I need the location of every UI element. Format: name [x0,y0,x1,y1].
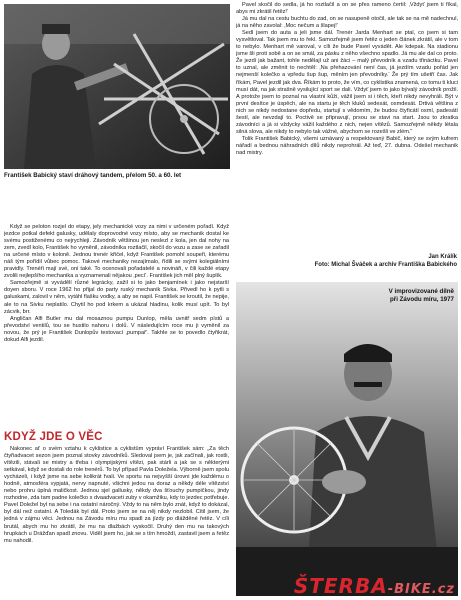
article-paragraph: Sedl jsem do auta a jeli jsme dál. Trenér Jarda Menhart se ptal, co jsem si tam vysvětloval. Tak jsem mu to řekl. Samozřejmě jsem řetěz o jeden článek zkrátil, ale v tom to nebylo. Menhart mě varoval, v cíli že bude Pavel vyvádět. Ale kdepak. Na stadionu jsme šli proti sobě a on se smál, za pásku z něho všechno spadlo. Já mu ale dal co proto. Že jezdí jak bažant, tohle nedělají už ani žáci – malý převodník a vzadu třináctku. Pavel to uznal, ale změnit to nechtěl: ‚Na přehazování není čas, já jezdím vzadu pořád jen nejmenší kolečko a vpředu šup šup, měním jen převodníky.‘ Že prý tím ušetří čas. Jak říkám, Pavel jezdil jak dva. Říkám to proto, že vím, co cyklistika znamená, co tomu ti kluci musí dát, na jak strašně vysilující sport se dali. Vždyť jsem to jako bývalý závodník prožil. A protože jsem to poznal na vlastní kůži, vážil jsem si i těch, kteří nikdy nevyhráli. Být v první desítce je úspěch, ale na startu je těch kluků sedesát, osmdesát. Drtivá většina z nich se nikdy nedostane dopředu, startují s vědomím, že budou čtyřicátí osmí, padesátí šestí, ale nevzdají to. Poctivě se připravují, prsou se stavi na start. Jsou to zkratka závodníci a já si vždycky vážil každého z nich, nejen vítězů. Samozřejmě někdy létala silná slova, ale nikdy to nebylo tak vážné, abychom se rozešli ve zlém.“ [236,30,458,135]
article-paragraph: Pavel skočil do sedla, já ho roztlačil a on se přes rameno čertil: ‚Vždyť jsem ti říkal, abys mi zkrátil řetěz!‘ [236,2,458,16]
article-paragraph: Nakonec ať o svém vztahu k cyklistice a cyklistům vypráví František sám: „Za těch čtyřiadvacet sezon jsem poznal stovky závodníků. Sledoval jsem je, jak začínali, jak rostli, vítězili, stávali se mistry a třeba i olympijskými vítězi, pak stárli a jak se s některými setkával, když se dostali do role trenérů. To byl případ Pavla Doležela. Výborně jsem spolu vycházeli, i když jsme na sebe kolikrát řvali. Ve sportu na nejvyšší úrovni jde každému o hodně, atmosféra vypjatá, nervy napnuté, všichni jedou na doraz a někdy déle vítězství nebo prohru úplná maličkost. Jednou sjel gallusky, někdy dva šťouchy pumpičkou, jindy rozhodne, zda tam padne kolečko s dvaadvaceti zuby v okamžiku, kdy to jezdec potřebuje. Pavel Doležel byl na sebe i na ostatní náročný. Vždy to na něm bylo znát, když to dokázal, byl dál než ostatní. A Toledák byl dál. Proto jsem se na něj nikdy nezlobil. Cítil jsem, že jedná v zájmu věci. Jednou na Závodu míru mu spadl za jízdy po dlážděné řetěz. V cíli brutál, abych mu ho zkrátil, že mu na dlažbách vyskočil. Druhý den mu na takových hrupkách u Drážďan spadl znovu. Viděl jsem ho, jak se s tím hmoždí, zastavil jsem a řetěz mu nahodil. [4,446,229,544]
photo2-inset-caption: V improvizované dílně při Závodu míru, 1977 [388,288,454,303]
site-watermark [294,574,455,598]
article-paragraph: Já mu dal na cestu buchtu do zad, on se nasupeně otočil, ale tak se na mě nadechnul, já na něho zavolal: ‚Moc nečum a šlapej!‘ [236,16,458,30]
right-article-column [236,2,458,241]
author-credit: Jan Králík [428,254,457,260]
left-article-column-lower [4,446,229,598]
improvised-workshop-photo [236,282,458,596]
article-paragraph: Tolik František Babický, všemi uznávaný a respektovaný Babič, který se svým kufrem nářadí a bednou náhradních dílů nikdy neprohrál. Až teď, 27. dubna. Odešel mechanik nad mistry. [236,135,458,156]
mechanic-building-tandem-photo [4,4,230,169]
watermark-part1: ŠTERBA [293,574,388,598]
section-heading: KDYŽ JDE O VĚC [4,431,103,443]
watermark-part2: -BIKE.cz [387,582,455,597]
photo1-caption: František Babický staví dráhový tandem, přelom 50. a 60. let [4,172,182,179]
photo-credit: Foto: Michal Šváček a archiv Františka Babického [314,262,457,268]
photo-illustration [236,282,458,596]
article-paragraph: Angličan Alfi Butler mu dal mosaznou pumpu Dunlop, měla uvnitř sedm pístů a převodství ventilů, tou se hustilo nahoru i dolů. V následujícím roce mu ji vyměnil za novou, že prý je František Dunlopův testovací ‚pumpař‘. Takhle se to povedlo čtyřikrát, dokud Alfi jezdil. [4,315,229,343]
left-article-column [4,224,229,426]
article-paragraph: Když se peloton rozjel do etapy, jely mechanické vozy za nimi v určeném pořadí. Když jezdce potkal defekt galusky, udělaly doprovodné vozy místo, aby se mechanik dostal ke svému postiženému co nejrychleji. Závodník většinou jen neslezl z kola, jen dal nohy na zem, zvedl kolo, František ho vyměnil, závodníka roztlačil, skočil do vozu a zase se zařadil na určené místo v koloně. Jednou trenér křičel, když František pomohl soupeři, kterému náš tým pořídil vůbec pomoc. Takové mechaniky nezajímalo, řídili se svými kolegiálními pravidly. Trenéři mají své, oni také. To ocenovali pořadatelé a novináři, v čili každé etapy zvolili nejlepšího mechanika a vyznamenali nějakou ‚pecí‘. František jich měl plný šuplík. [4,224,229,280]
article-paragraph: Samozřejmě si vyvádělí různé legrácky, zažil si to jako benjamínek i jako nejstarší doyen sboru. V roce 1962 ho přijal do party ruský mechanik Sivka. Přivedl ho k pytli s galuskami, zalovil v něm, vytáhl flašku vodky, a aby se napil. František se kroutil, že nepije, ale to na Sivku neplatilo. Chytil ho pod krkem a ukázal hladinu, kolik musí upít. To byl zácvik, brr. [4,280,229,315]
photo-illustration [4,4,230,169]
